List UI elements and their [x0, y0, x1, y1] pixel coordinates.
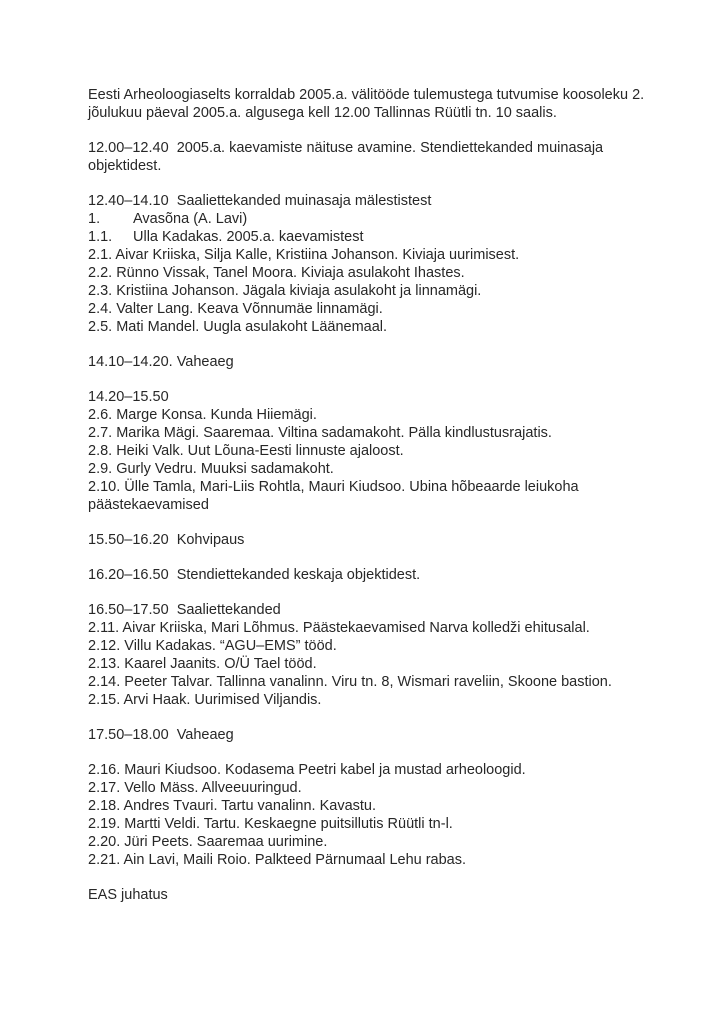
text-line: 2.3. Kristiina Johanson. Jägala kiviaja asulakoht ja linnamägi. — [88, 283, 482, 299]
list-text: Ulla Kadakas. 2005.a. kaevamistest — [133, 229, 364, 245]
text-line: 2.19. Martti Veldi. Tartu. Keskaegne puitsillutis Rüütli tn-l. — [88, 816, 453, 832]
text-line: 2.13. Kaarel Jaanits. O/Ü Tael tööd. — [88, 656, 317, 672]
text-line: 2.16. Mauri Kiudsoo. Kodasema Peetri kabel ja mustad arheoloogid. — [88, 762, 526, 778]
text-line: 2.21. Ain Lavi, Maili Roio. Palkteed Pärnumaal Lehu rabas. — [88, 852, 467, 868]
text-line: 2.8. Heiki Valk. Uut Lõuna-Eesti linnuste ajaloost. — [88, 443, 404, 459]
text-line: 2.2. Rünno Vissak, Tanel Moora. Kiviaja asulakoht Ihastes. — [88, 265, 465, 281]
paragraph — [88, 761, 704, 869]
text-line: 2.7. Marika Mägi. Saaremaa. Viltina sadamakoht. Pälla kindlustusrajatis. — [88, 425, 552, 441]
text-line: Eesti Arheoloogiaselts korraldab 2005.a. välitööde tulemustega tutvumise koosoleku 2. — [88, 87, 645, 103]
text-line: 2.5. Mati Mandel. Uugla asulakoht Läänemaal. — [88, 319, 388, 335]
paragraph — [88, 886, 704, 904]
document-content — [88, 86, 704, 904]
text-line: 16.50–17.50 Saaliettekanded — [88, 602, 281, 618]
text-line: 2.11. Aivar Kriiska, Mari Lõhmus. Päästekaevamised Narva kolledži ehitusalal. — [88, 620, 590, 636]
text-line: 12.00–12.40 2005.a. kaevamiste näituse avamine. Stendiettekanded muinasaja — [88, 140, 604, 156]
paragraph — [88, 601, 704, 709]
text-line: 12.40–14.10 Saaliettekanded muinasaja mälestistest — [88, 193, 432, 209]
text-line — [88, 210, 704, 228]
list-text: Avasõna (A. Lavi) — [133, 211, 248, 227]
text-line — [88, 228, 704, 246]
paragraph — [88, 139, 704, 175]
text-line: 2.20. Jüri Peets. Saaremaa uurimine. — [88, 834, 328, 850]
text-line: 14.10–14.20. Vaheaeg — [88, 354, 234, 370]
list-number: 1.1. — [88, 229, 113, 245]
text-line: 15.50–16.20 Kohvipaus — [88, 532, 245, 548]
text-line: päästekaevamised — [88, 497, 209, 513]
text-line: 14.20–15.50 — [88, 389, 169, 405]
paragraph — [88, 531, 704, 549]
text-line: 2.10. Ülle Tamla, Mari-Liis Rohtla, Mauri Kiudsoo. Ubina hõbeaarde leiukoha — [88, 479, 579, 495]
text-line: 2.14. Peeter Talvar. Tallinna vanalinn. Viru tn. 8, Wismari raveliin, Skoone bastion. — [88, 674, 612, 690]
paragraph — [88, 566, 704, 584]
text-line: 2.12. Villu Kadakas. “AGU–EMS” tööd. — [88, 638, 337, 654]
text-line: 16.20–16.50 Stendiettekanded keskaja objektidest. — [88, 567, 421, 583]
list-number: 1. — [88, 211, 101, 227]
text-line: 2.17. Vello Mäss. Allveeuuringud. — [88, 780, 302, 796]
text-line: 2.1. Aivar Kriiska, Silja Kalle, Kristiina Johanson. Kiviaja uurimisest. — [88, 247, 520, 263]
paragraph — [88, 726, 704, 744]
text-line: 2.15. Arvi Haak. Uurimised Viljandis. — [88, 692, 322, 708]
paragraph — [88, 353, 704, 371]
text-line: objektidest. — [88, 158, 162, 174]
paragraph — [88, 192, 704, 336]
paragraph — [88, 388, 704, 514]
text-line: 17.50–18.00 Vaheaeg — [88, 727, 234, 743]
text-line: 2.6. Marge Konsa. Kunda Hiiemägi. — [88, 407, 317, 423]
text-line: jõulukuu päeval 2005.a. algusega kell 12.00 Tallinnas Rüütli tn. 10 saalis. — [88, 105, 557, 121]
text-line: 2.4. Valter Lang. Keava Võnnumäe linnamägi. — [88, 301, 383, 317]
text-line: 2.9. Gurly Vedru. Muuksi sadamakoht. — [88, 461, 334, 477]
paragraph — [88, 86, 704, 122]
text-line: 2.18. Andres Tvauri. Tartu vanalinn. Kavastu. — [88, 798, 377, 814]
text-line: EAS juhatus — [88, 887, 168, 903]
